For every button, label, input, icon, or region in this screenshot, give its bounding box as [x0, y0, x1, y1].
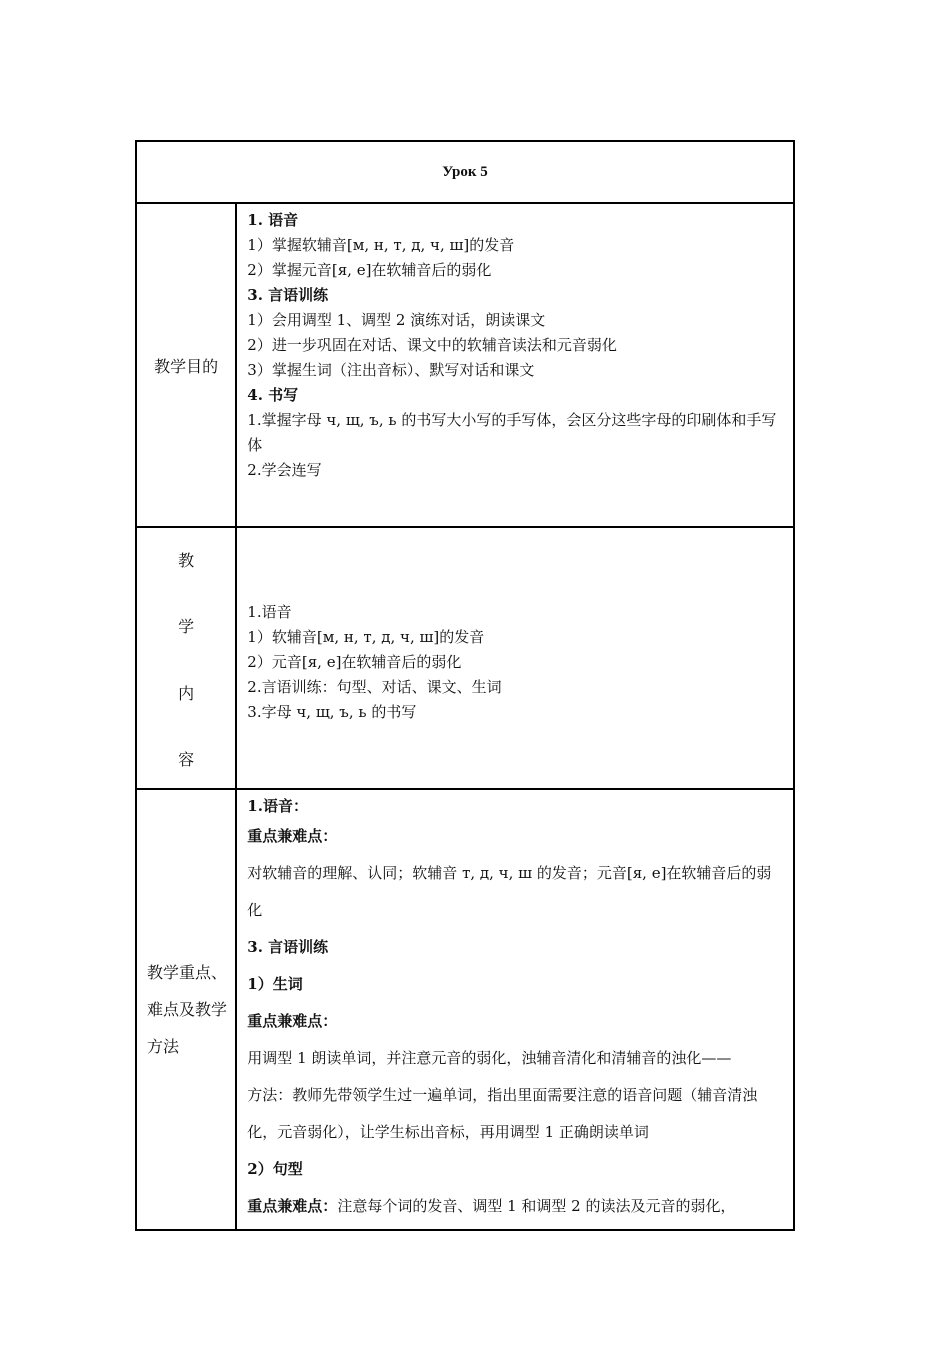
goal-line: 4. 书写 — [247, 386, 299, 404]
sub-heading: 2）句型 — [247, 1160, 303, 1178]
lesson-title: Урок 5 — [136, 141, 794, 203]
teaching-goal-content — [236, 203, 794, 527]
content-line: 3.字母 ч, щ, ъ, ь 的书写 — [247, 703, 417, 721]
goal-line: 2）掌握元音[я, е]在软辅音后的弱化 — [247, 261, 492, 279]
paragraph: 方法：教师先带领学生过一遍单词，指出里面需要注意的语音问题（辅音清浊化，元音弱化），让学生标出音标，再用调型 1 正确朗读单词 — [247, 1086, 758, 1141]
key-difficulty-label: 重点兼难点： — [247, 1197, 338, 1215]
teaching-content-row — [136, 527, 794, 789]
teaching-content-label — [136, 527, 236, 789]
paragraph-text: 注意每个词的发音、调型 1 和调型 2 的读法及元音的弱化， — [337, 1197, 736, 1215]
goal-line: 3. 言语训练 — [247, 286, 329, 304]
paragraph: 用调型 1 朗读单词，并注意元音的弱化，浊辅音清化和清辅音的浊化—— — [247, 1049, 732, 1067]
key-points-label — [136, 789, 236, 1230]
goal-line: 1. 语音 — [247, 211, 299, 229]
label-char: 教 — [178, 551, 195, 570]
goal-line: 1）掌握软辅音[м, н, т, д, ч, ш]的发音 — [247, 236, 515, 254]
goal-line: 1）会用调型 1、调型 2 演练对话，朗读课文 — [247, 311, 546, 329]
label-line: 教学重点、 — [147, 963, 228, 982]
label-char: 容 — [178, 749, 195, 769]
teaching-goal-row — [136, 203, 794, 527]
key-points-content — [236, 789, 794, 1230]
key-difficulty-label: 重点兼难点： — [247, 827, 338, 845]
label-line: 难点及教学 — [147, 1000, 228, 1019]
section-heading: 3. 言语训练 — [247, 938, 329, 956]
goal-line: 2）进一步巩固在对话、课文中的软辅音读法和元音弱化 — [247, 336, 617, 354]
content-line: 1.语音 — [247, 603, 292, 621]
goal-line: 1.掌握字母 ч, щ, ъ, ь 的书写大小写的手写体，会区分这些字母的印刷体和手写体 — [247, 411, 777, 454]
label-char: 内 — [178, 683, 195, 703]
content-line: 2）元音[я, е]在软辅音后的弱化 — [247, 653, 462, 671]
paragraph: 对软辅音的理解、认同；软辅音 т, д, ч, ш 的发音；元音[я, е]在软辅音后的弱化 — [247, 864, 772, 919]
key-difficulty-label: 重点兼难点： — [247, 1012, 338, 1030]
label-char: 学 — [178, 617, 195, 637]
key-points-row — [136, 789, 794, 1230]
goal-line: 2.学会连写 — [247, 461, 322, 479]
teaching-goal-label: 教学目的 — [136, 203, 236, 527]
label-line: 方法 — [147, 1037, 180, 1056]
teaching-content-body — [236, 527, 794, 789]
section-heading: 1.语音： — [247, 797, 308, 815]
sub-heading: 1）生词 — [247, 975, 303, 993]
content-line: 1）软辅音[м, н, т, д, ч, ш]的发音 — [247, 628, 485, 646]
lesson-plan-table — [135, 140, 795, 1231]
goal-line: 3）掌握生词（注出音标）、默写对话和课文 — [247, 361, 535, 379]
content-line: 2.言语训练：句型、对话、课文、生词 — [247, 678, 502, 696]
paragraph — [247, 1188, 785, 1225]
title-row — [136, 141, 794, 203]
